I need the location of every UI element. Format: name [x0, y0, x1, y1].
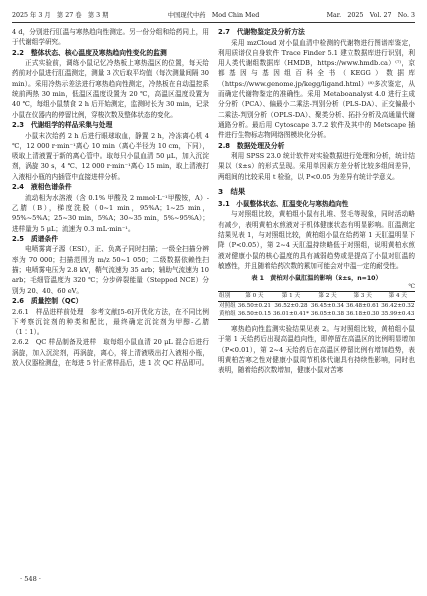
section-heading: 2.7 代谢物鉴定及分析方法 [218, 28, 305, 36]
table-row [218, 301, 415, 310]
left-column [12, 27, 209, 368]
subsection-heading: 3.1 小鼠整体状态、肛温变化与寒热趋向性 [218, 200, 349, 209]
table-header-cell: 第 3 天 [353, 293, 372, 300]
section-heading: 2.2 整体状态、核心温度及寒热趋向性变化的监测 [12, 48, 167, 57]
table-cell: 36.42±0.32 [381, 302, 415, 309]
paragraph: 与对照组比较，黄柏组小鼠有扎堆、竖毛等现象，同时活动略有减少，表明黄柏水煎液对于机体健康状态有明显影响。肛温测定结果见表 1，与对照组比较，黄柏组小鼠在给药第 1 天肛温明显下降（P<0.05），第 2~4 天肛温持续略低于对照组，说明黄柏水煎液对健康小鼠的核心温度的具有减弱趋势或是提高了小鼠对肛温的敏感性，并且随着给药次数的累加可能会对中温一定的耐受性。 [218, 210, 415, 270]
table-caption: 表 1 黄柏对小鼠肛温的影响（x̄±s，n=10） [251, 275, 382, 283]
header-journal: 中国现代中药 Mod Chin Med [167, 11, 260, 19]
table-cell: 36.52±0.28 [274, 302, 308, 309]
table-row [218, 310, 415, 319]
paragraph: 正式实验前，调练小鼠记忆冷热板上寒热温区的位置，每天给药前对小鼠进行肛温测定，测量 3 次后取平均值（每次测量间隔 30 min）。采用冷热示差法进行寒热趋向性测定，冷热板在自动温控系统前两热 30 min，低温区温度设置为 20 ℃，高温区温度设置为 40 ℃，每组小鼠禁食 2 h 后开始测定，监测时长为 30 min，记录小鼠在仪器内的停留比例，穿梭次数及整体状态的变化。 [12, 59, 209, 119]
paragraph: 小鼠末次给药 2 h 后进行眼球取血，静置 2 h，冷冻离心机 4 ℃，12 000 r·min⁻¹离心 10 min（离心半径为 10 cm，下同），吸取上清液置于新的离心管中。取每只小鼠血清 50 μL，加入沉淀剂，涡旋 30 s，4 ℃、12 000 r·min⁻¹离心 15 min，取上清液打入液相小瓶的内插管中直接进样分析。 [12, 131, 209, 181]
table-cell: 36.45±0.34 [310, 302, 345, 309]
table-cell: 36.48±0.61 [346, 302, 380, 309]
table-cell: 36.50±0.15 [237, 311, 271, 318]
table-cell: 36.01±0.41* [272, 311, 309, 318]
paragraph: 利用 SPSS 23.0 统计软件对实验数据进行处理和分析，统计结果以（x̄±s）的形式呈现。采用单因素方差分析比较多组间差异，两组间的比较采用 t 检验，以 P<0.05 为差异有统计学意义。 [218, 152, 415, 181]
table-header-row [218, 292, 415, 302]
table-cell: 35.99±0.43 [381, 311, 415, 318]
table-cell: 对照组 [219, 302, 236, 309]
table-cell: 黄柏组 [219, 311, 236, 318]
table-header-cell: 第 1 天 [281, 293, 301, 300]
paragraph: 流动相为水溶液（含 0.1% 甲酸及 2 mmol·L⁻¹甲酸铵，A）-乙腈（B），梯度洗脱（0~1 min，95%A；1~25 min，95%~5%A；25~30 min，5%A；30~35 min，5%~95%A）；进样量为 5 μL；流速为 0.3 mL·min⁻¹。 [12, 193, 209, 233]
paragraph: 2.6.1 样品进样前处理 参考文献[5-6]开优化方法，在不同比例下考察沉淀剂的种类和配比，最终确定沉淀剂为甲醇-乙腈（1∶1）。 [12, 307, 209, 337]
paragraph: 寒热趋向性监测实验结果见表 2。与对照组比较，黄柏组小鼠于第 1 天给药后出现高温趋向性，即停留在高温区的比例明显增加（P<0.01），第 2~4 天给药后在高温区停留比例有增加趋势，表明黄柏苦寒之性对健康小鼠周节机体代谢具有持续性影响，同时也表明，随着给药次数增加，健康小鼠对苦寒 [218, 324, 415, 375]
table-cell: 36.50±0.21 [237, 302, 271, 309]
rectal-temperature-table [218, 291, 415, 320]
paragraph: 2.6.2 QC 样品制备及进样 取每组小鼠血清 20 μL 混合后进行涡旋，加入沉淀剂，再涡旋，离心，将上清液吸出打入液相小瓶，放入仪器检测盘，在每进 5 针正常样品后，进 1 次 QC 样品即可。 [12, 338, 209, 367]
running-header [12, 8, 415, 20]
table-cell: 36.18±0.30 [346, 311, 380, 318]
section-heading: 2.4 液相色谱条件 [12, 183, 72, 192]
paragraph: 电喷雾离子源（ESI），正、负离子同时扫描；一级全扫描分辨率为 70 000；扫描范围为 m/z 50~1 050；二级数据依赖性扫描；电喷雾电压为 2.8 kV，鞘气流速为 35 arb；辅助气流速为 10 arb；毛细管温度为 320 ℃；分步碎裂能量（Stepped NCE）分别为 20、40、60 eV。 [12, 245, 209, 295]
section-heading: 2.3 代谢组学的样品采集与处理 [12, 120, 113, 129]
paragraph: 采用 mzCloud 对小鼠血清中检测的代谢物进行图谱库鉴定，利用质谱仪自身软件 Trace Finder 5.1 建立数据库进行识别，利用人类代谢组数据库（HMDB，https://www.hmdb.ca）⁽⁷⁾，京都基因与基因组百科全书（KEGG）数据库（https://www.genome.jp/kegg/ligand.html）⁽⁸⁾多次鉴定，从而确定代谢物鉴定的准确性。采用 Metaboanalyst 4.0 进行主成分分析（PCA）、偏最小二乘法-判别分析（PLS-DA）、正交偏最小二乘法-判别分析（OPLS-DA）、聚类分析、拓扑分析及高通量代谢通路分析。最后用 Cytoscape 3.7.2 软件及其中的 Metscape 插件进行生物标志物网络图模块化分析。 [218, 38, 415, 140]
page-number: · 548 · [20, 575, 41, 583]
table-header-cell: 第 2 天 [318, 293, 337, 300]
section-heading: 2.8 数据处理及分析 [218, 141, 285, 150]
paragraph: 4 d，分别进行肛温与寒热趋向性测定。另一份分组和给药同上，用于代谢组学研究。 [12, 28, 209, 47]
header-issue: 2025 年 3 月 第 27 卷 第 3 期 [12, 11, 109, 19]
header-issue-en: Mar. 2025 Vol. 27 No. 3 [326, 11, 415, 19]
table-unit: ℃ [408, 284, 415, 291]
table-header-cell: 第 0 天 [245, 293, 264, 300]
table-cell: 36.05±0.38 [310, 311, 345, 318]
section-heading: 2.6 质量控制（QC） [12, 296, 83, 305]
table-header-cell: 组别 [219, 293, 231, 300]
section-heading-results: 3 结果 [218, 187, 246, 197]
table-header-cell: 第 4 天 [388, 293, 407, 300]
right-column [218, 27, 415, 375]
section-heading: 2.5 质谱条件 [12, 234, 59, 243]
header-rule [12, 22, 415, 23]
